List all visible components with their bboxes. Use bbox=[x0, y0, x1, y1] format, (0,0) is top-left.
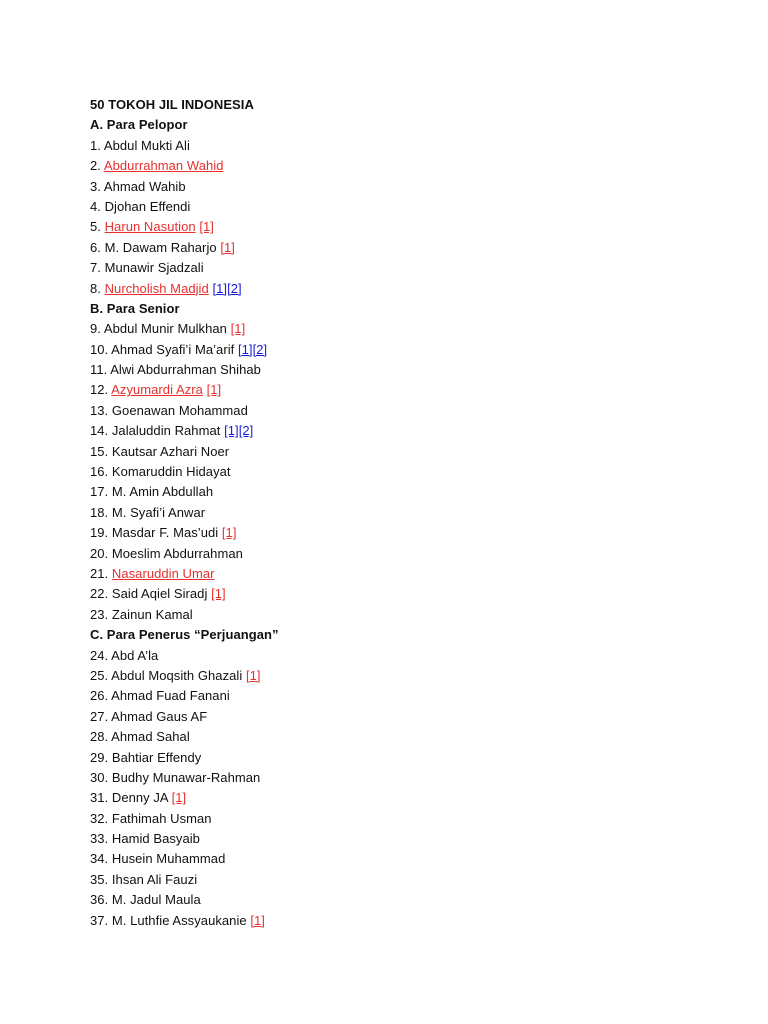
item-text: 4. Djohan Effendi bbox=[90, 198, 191, 214]
list-item bbox=[90, 686, 730, 706]
list-item bbox=[90, 238, 730, 258]
list-item bbox=[90, 870, 730, 890]
list-item bbox=[90, 401, 730, 421]
list-item bbox=[90, 503, 730, 523]
item-text: 25. Abdul Moqsith Ghazali bbox=[90, 667, 246, 683]
item-text: 5. bbox=[90, 219, 105, 235]
list-item bbox=[90, 156, 730, 176]
reference-link[interactable]: [2] bbox=[252, 341, 268, 357]
item-text: 27. Ahmad Gaus AF bbox=[90, 708, 208, 724]
list-item bbox=[90, 217, 730, 237]
reference-link[interactable]: [1] bbox=[171, 790, 187, 806]
section-heading: A. Para Pelopor bbox=[90, 117, 188, 133]
item-text: 3. Ahmad Wahib bbox=[90, 178, 186, 194]
reference-link[interactable]: [1] bbox=[212, 280, 228, 296]
section-heading: 50 TOKOH JIL INDONESIA bbox=[90, 97, 254, 112]
section-heading: C. Para Penerus “Perjuangan” bbox=[90, 627, 279, 643]
item-text: 34. Husein Muhammad bbox=[90, 851, 226, 867]
list-item bbox=[90, 319, 730, 339]
list-item bbox=[90, 177, 730, 197]
item-text: 35. Ihsan Ali Fauzi bbox=[90, 871, 198, 887]
list-item bbox=[90, 727, 730, 747]
reference-link[interactable]: [2] bbox=[238, 423, 254, 439]
item-text: 14. Jalaluddin Rahmat bbox=[90, 423, 225, 439]
reference-link[interactable]: [1] bbox=[224, 423, 239, 439]
item-text: 20. Moeslim Abdurrahman bbox=[90, 545, 243, 561]
list-item bbox=[90, 707, 730, 727]
list-item bbox=[90, 197, 730, 217]
list-item bbox=[90, 258, 730, 278]
item-text: 8. bbox=[90, 280, 105, 296]
reference-link[interactable]: [1] bbox=[211, 586, 226, 602]
item-text: 33. Hamid Basyaib bbox=[90, 831, 200, 847]
list-item bbox=[90, 462, 730, 482]
list-item bbox=[90, 421, 730, 441]
list-item bbox=[90, 584, 730, 604]
item-text: 26. Ahmad Fuad Fanani bbox=[90, 688, 230, 704]
list-item bbox=[90, 482, 730, 502]
item-text: 13. Goenawan Mohammad bbox=[90, 402, 248, 418]
list-item bbox=[90, 136, 730, 156]
item-text: 36. M. Jadul Maula bbox=[90, 892, 201, 908]
list-item bbox=[90, 380, 730, 400]
list-item bbox=[90, 646, 730, 666]
name-link[interactable]: Harun Nasution bbox=[104, 219, 196, 235]
item-text: 2. bbox=[90, 158, 104, 174]
item-text: 30. Budhy Munawar-Rahman bbox=[90, 769, 261, 785]
item-text: 15. Kautsar Azhari Noer bbox=[90, 443, 230, 459]
reference-link[interactable]: [1] bbox=[250, 912, 265, 928]
item-text: 6. M. Dawam Raharjo bbox=[90, 239, 221, 255]
list-item bbox=[90, 890, 730, 910]
list-item bbox=[90, 809, 730, 829]
item-text: 1. Abdul Mukti Ali bbox=[90, 137, 190, 153]
item-text: 11. Alwi Abdurrahman Shihab bbox=[90, 362, 261, 378]
item-text: 28. Ahmad Sahal bbox=[90, 729, 190, 745]
reference-link[interactable]: [1] bbox=[220, 239, 235, 255]
item-text: 31. Denny JA bbox=[90, 790, 172, 806]
item-text: 37. M. Luthfie Assyaukanie bbox=[90, 912, 251, 928]
list-item bbox=[90, 340, 730, 360]
item-text: 17. M. Amin Abdullah bbox=[90, 484, 214, 500]
name-link[interactable]: Abdurrahman Wahid bbox=[103, 158, 224, 174]
name-link[interactable]: Nasaruddin Umar bbox=[111, 565, 215, 581]
document-body bbox=[90, 95, 730, 931]
reference-link[interactable]: [1] bbox=[199, 219, 214, 235]
item-text: 21. bbox=[90, 565, 112, 581]
item-text: 7. Munawir Sjadzali bbox=[90, 260, 204, 276]
list-item bbox=[90, 768, 730, 788]
item-text: 22. Said Aqiel Siradj bbox=[90, 586, 212, 602]
list-item bbox=[90, 442, 730, 462]
list-item bbox=[90, 849, 730, 869]
item-text: 24. Abd A’la bbox=[90, 647, 159, 663]
reference-link[interactable]: [1] bbox=[221, 525, 237, 541]
list-item bbox=[90, 788, 730, 808]
name-link[interactable]: Nurcholish Madjid bbox=[104, 280, 209, 296]
list-item bbox=[90, 829, 730, 849]
item-text: 18. M. Syafi’i Anwar bbox=[90, 504, 206, 520]
item-text: 12. bbox=[90, 382, 112, 398]
list-item bbox=[90, 360, 730, 380]
reference-link[interactable]: [1] bbox=[237, 341, 253, 357]
item-text: 10. Ahmad Syafi’i Ma’arif bbox=[90, 341, 238, 357]
list-item bbox=[90, 523, 730, 543]
reference-link[interactable]: [1] bbox=[206, 382, 222, 398]
section-heading: B. Para Senior bbox=[90, 300, 180, 316]
item-text: 32. Fathimah Usman bbox=[90, 810, 212, 826]
name-link[interactable]: Azyumardi Azra bbox=[111, 382, 203, 398]
item-text: 23. Zainun Kamal bbox=[90, 606, 193, 622]
reference-link[interactable]: [1] bbox=[230, 321, 246, 337]
reference-link[interactable]: [1] bbox=[245, 667, 261, 683]
reference-link[interactable]: [2] bbox=[227, 280, 242, 296]
item-text: 19. Masdar F. Mas’udi bbox=[90, 525, 222, 541]
list-item bbox=[90, 748, 730, 768]
list-item bbox=[90, 544, 730, 564]
list-item bbox=[90, 605, 730, 625]
list-item bbox=[90, 564, 730, 584]
item-text: 29. Bahtiar Effendy bbox=[90, 749, 202, 765]
item-text: 16. Komaruddin Hidayat bbox=[90, 464, 231, 480]
item-text: 9. Abdul Munir Mulkhan bbox=[90, 321, 231, 337]
list-item bbox=[90, 666, 730, 686]
list-item bbox=[90, 911, 730, 931]
list-item bbox=[90, 279, 730, 299]
